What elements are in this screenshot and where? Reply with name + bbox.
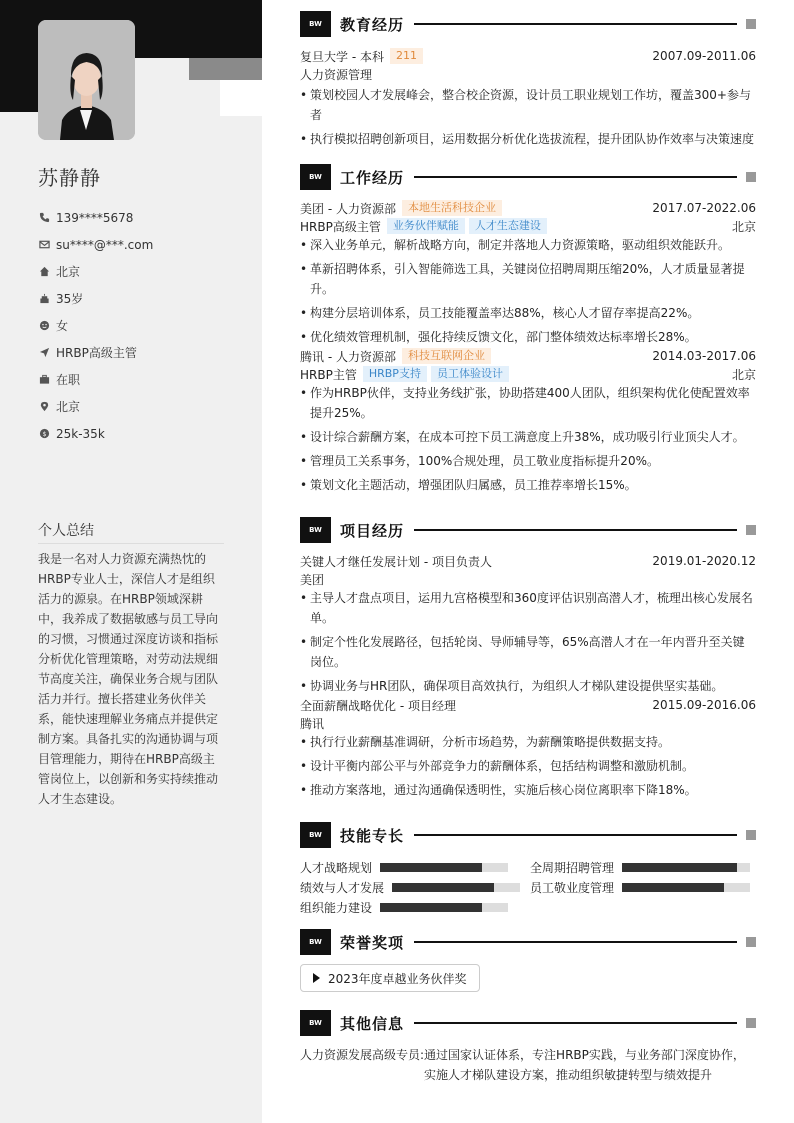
school-tag: 211	[390, 48, 423, 64]
decor-gray-bar	[189, 58, 262, 80]
status-text: 在职	[56, 373, 81, 387]
section-title: 技能专长	[340, 826, 405, 845]
info-phone	[38, 204, 238, 231]
job-role: HRBP主管	[300, 367, 357, 382]
school-name: 复旦大学 - 本科	[300, 49, 384, 64]
contact-info	[38, 204, 238, 447]
section-title: 荣誉奖项	[340, 933, 405, 952]
summary-title: 个人总结	[38, 520, 224, 544]
info-status	[38, 366, 238, 393]
education-bullets	[300, 85, 756, 149]
list-item: • 制定个性化发展路径，包括轮岗、导师辅导等，65%高潜人才在一年内晋升至关键岗位。	[300, 632, 756, 672]
other-section	[300, 1010, 756, 1085]
list-item: • 策划校园人才发展峰会，整合校企资源，设计员工职业规划工作坊，覆盖300+参与者	[300, 85, 756, 125]
other-key: 人力资源发展高级专员:	[300, 1048, 425, 1062]
list-item: • 设计综合薪酬方案，在成本可控下员工满意度上升38%，成功吸引行业顶尖人才。	[300, 427, 756, 447]
role-tag: HRBP支持	[363, 366, 427, 382]
section-header	[300, 929, 756, 955]
work-bullets	[300, 235, 756, 347]
send-icon	[38, 347, 50, 359]
info-email	[38, 231, 238, 258]
info-position	[38, 339, 238, 366]
skill-name: 员工敬业度管理	[530, 880, 615, 895]
list-item: • 管理员工关系事务，100%合规处理，员工敬业度指标提升20%。	[300, 451, 756, 471]
project-period: 2019.01-2020.12	[652, 554, 756, 568]
section-square	[746, 1018, 756, 1028]
list-item: • 主导人才盘点项目，运用九宫格模型和360度评估识别高潜人才，梳理出核心发展名单。	[300, 588, 756, 628]
skill-level-bar	[380, 863, 508, 872]
age-text: 35岁	[56, 292, 84, 306]
section-title: 其他信息	[340, 1014, 405, 1033]
skill-level-fill	[622, 883, 724, 892]
skill-level-fill	[622, 863, 737, 872]
list-item: • 作为HRBP伙伴，支持业务线扩张，协助搭建400人团队，组织架构优化使配置效率提升25%。	[300, 383, 756, 423]
section-divider	[414, 176, 737, 178]
work-city: 北京	[731, 219, 756, 234]
list-item: • 策划文化主题活动，增强团队归属感，员工推荐率增长15%。	[300, 475, 756, 495]
award-badge	[300, 964, 480, 992]
major: 人力资源管理	[300, 67, 373, 82]
section-square	[746, 172, 756, 182]
coin-icon	[38, 428, 50, 440]
list-item: • 构建分层培训体系，员工技能覆盖率达88%，核心人才留存率提高22%。	[300, 303, 756, 323]
education-period: 2007.09-2011.06	[652, 49, 756, 63]
location-pin-icon	[38, 401, 50, 413]
skill-name: 组织能力建设	[300, 900, 373, 915]
other-info	[300, 1045, 756, 1085]
info-location	[38, 393, 238, 420]
section-header	[300, 164, 756, 190]
info-age	[38, 285, 238, 312]
play-triangle-icon	[313, 973, 320, 983]
avatar	[38, 20, 135, 140]
job-role: HRBP高级主管	[300, 219, 381, 234]
skill-level-fill	[380, 863, 482, 872]
sidebar	[0, 0, 262, 1123]
list-item: • 协调业务与HR团队，确保项目高效执行，为组织人才梯队建设提供坚实基础。	[300, 676, 756, 696]
section-square	[746, 830, 756, 840]
section-divider	[414, 529, 737, 531]
section-logo: BW	[300, 1010, 331, 1036]
info-hometown	[38, 258, 238, 285]
skill-level-fill	[392, 883, 494, 892]
project-bullets	[300, 588, 756, 696]
salary-text: 25k-35k	[56, 426, 105, 441]
project-title: 全面薪酬战略优化 - 项目经理	[300, 698, 456, 713]
skill-level-bar	[380, 903, 508, 912]
section-logo: BW	[300, 929, 331, 955]
work-period: 2017.07-2022.06	[652, 201, 756, 215]
list-item: • 深入业务单元，解析战略方向，制定并落地人力资源策略，驱动组织效能跃升。	[300, 235, 756, 255]
section-square	[746, 19, 756, 29]
cake-icon	[38, 293, 50, 305]
skills-section	[300, 822, 756, 916]
skill-item	[300, 858, 530, 876]
section-header	[300, 11, 756, 37]
list-item: • 推动方案落地，通过沟通确保透明性，实施后核心岗位离职率下降18%。	[300, 780, 756, 800]
list-item: • 执行行业薪酬基准调研，分析市场趋势，为薪酬策略提供数据支持。	[300, 732, 756, 752]
location-text: 北京	[56, 400, 81, 414]
list-item: • 设计平衡内部公平与外部竞争力的薪酬体系，包括结构调整和激励机制。	[300, 756, 756, 776]
project-bullets	[300, 732, 756, 800]
section-title: 教育经历	[340, 15, 405, 34]
other-value: 通过国家认证体系，专注HRBP实践，与业务部门深度协作，实施人才梯队建设方案，推动组织敏捷转型与绩效提升	[424, 1048, 745, 1082]
project-org: 美团	[300, 572, 325, 587]
company-name: 美团 - 人力资源部	[300, 201, 396, 216]
skill-level-bar	[392, 883, 520, 892]
section-title: 项目经历	[340, 521, 405, 540]
skill-level-fill	[380, 903, 482, 912]
work-period: 2014.03-2017.06	[652, 349, 756, 363]
company-tag: 科技互联网企业	[402, 348, 491, 364]
role-tag: 人才生态建设	[469, 218, 547, 234]
work-entry	[300, 199, 756, 347]
skill-item	[300, 878, 530, 896]
briefcase-icon	[38, 374, 50, 386]
work-section	[300, 164, 756, 499]
project-entry	[300, 552, 756, 696]
skill-level-bar	[622, 883, 750, 892]
info-salary	[38, 420, 238, 447]
skill-item	[530, 858, 756, 876]
list-item: • 革新招聘体系，引入智能筛选工具，关键岗位招聘周期压缩20%，人才质量显著提升。	[300, 259, 756, 299]
work-bullets	[300, 383, 756, 495]
section-logo: BW	[300, 517, 331, 543]
section-divider	[414, 1022, 737, 1024]
skills-grid	[300, 858, 756, 916]
skill-item	[530, 878, 756, 896]
person-name: 苏静静	[38, 166, 101, 190]
award-text: 2023年度卓越业务伙伴奖	[328, 971, 467, 986]
project-org: 腾讯	[300, 716, 325, 731]
section-header	[300, 822, 756, 848]
role-tag: 员工体验设计	[431, 366, 509, 382]
section-logo: BW	[300, 11, 331, 37]
home-icon	[38, 266, 50, 278]
skill-item	[300, 898, 530, 916]
list-item: • 执行模拟招聘创新项目，运用数据分析优化选拔流程，提升团队协作效率与决策速度	[300, 129, 756, 149]
gender-text: 女	[56, 319, 69, 333]
phone-icon	[38, 212, 50, 224]
list-item: • 优化绩效管理机制，强化持续反馈文化，部门整体绩效达标率增长28%。	[300, 327, 756, 347]
skill-name: 人才战略规划	[300, 860, 373, 875]
project-period: 2015.09-2016.06	[652, 698, 756, 712]
honors-section	[300, 929, 756, 992]
work-entry	[300, 347, 756, 495]
project-entry	[300, 696, 756, 800]
email-text: su****@***.com	[56, 237, 154, 252]
mail-icon	[38, 239, 50, 251]
company-tag: 本地生活科技企业	[402, 200, 502, 216]
section-divider	[414, 941, 737, 943]
section-divider	[414, 834, 737, 836]
decor-white-block	[220, 80, 262, 116]
section-title: 工作经历	[340, 168, 405, 187]
hometown-text: 北京	[56, 265, 81, 279]
section-square	[746, 937, 756, 947]
education-section	[300, 11, 756, 153]
project-section	[300, 517, 756, 804]
project-title: 关键人才继任发展计划 - 项目负责人	[300, 554, 492, 569]
summary-text: 我是一名对人力资源充满热忱的HRBP专业人士，深信人才是组织活力的源泉。在HRBP领域深耕中，我养成了数据敏感与员工导向的习惯，习惯通过深度访谈和指标分析优化管理策略，对劳动法规细节高度关注，确保业务合规与团队活力并行。擅长搭建业务伙伴关系，能快速理解业务痛点并提供定制方案。具备扎实的沟通协调与项目管理能力，期待在HRBP高级主管岗位上，以创新和务实持续推动人才生态建设。	[38, 552, 219, 806]
section-logo: BW	[300, 164, 331, 190]
info-gender	[38, 312, 238, 339]
skill-name: 绩效与人才发展	[300, 880, 385, 895]
work-city: 北京	[731, 367, 756, 382]
section-divider	[414, 23, 737, 25]
section-square	[746, 525, 756, 535]
position-text: HRBP高级主管	[56, 346, 137, 360]
phone-text: 139****5678	[56, 210, 134, 225]
role-tag: 业务伙伴赋能	[387, 218, 465, 234]
section-header	[300, 1010, 756, 1036]
section-header	[300, 517, 756, 543]
section-logo: BW	[300, 822, 331, 848]
skill-name: 全周期招聘管理	[530, 860, 615, 875]
education-row	[300, 47, 756, 65]
company-name: 腾讯 - 人力资源部	[300, 349, 396, 364]
face-icon	[38, 320, 50, 332]
svg-text:$: $	[41, 429, 47, 438]
skill-level-bar	[622, 863, 750, 872]
